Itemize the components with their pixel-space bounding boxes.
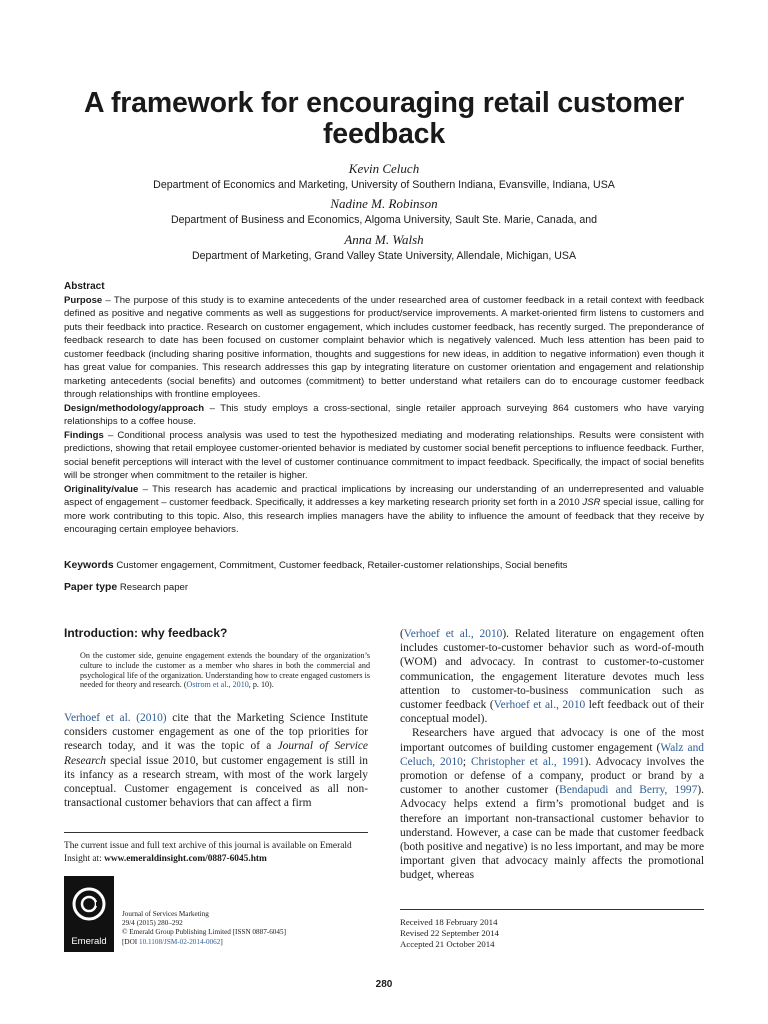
paragraph-text: left feedback out of their conceptual model). bbox=[400, 699, 705, 726]
doi-close: ] bbox=[220, 937, 223, 946]
citation-link[interactable]: Ostrom et al., 2010 bbox=[186, 680, 249, 690]
design-text: – This study employs a cross-sectional, single retailer approach surveying 864 customers who have varying relationships to a coffee house. bbox=[64, 402, 704, 427]
findings-label: Findings bbox=[64, 429, 104, 441]
paragraph-text: Researchers have argued that advocacy is one of the most important outcomes of building customer engagement ( bbox=[400, 727, 704, 754]
keywords-text: Customer engagement, Commitment, Customer feedback, Retailer-customer relationships, Social benefits bbox=[116, 560, 568, 571]
abstract bbox=[64, 280, 704, 537]
originality-text-end: special issue, calling for more work contributing to this topic. Also, this research implies managers have the ability to influence the amount of feedback that they receive by encouraging certain employee behaviors. bbox=[64, 497, 704, 535]
accepted-date: Accepted 21 October 2014 bbox=[400, 938, 495, 949]
availability-footnote bbox=[64, 840, 368, 865]
citation-link[interactable]: Walz and Celuch, 2010 bbox=[400, 741, 704, 768]
abstract-originality bbox=[64, 483, 704, 537]
paragraph-text: ). Advocacy helps extend a firm’s promotional budget and is therefore an important non-transactional customer behavior to understand. However, a case can be made that customer feedback (both positive and negative) is no less important, and may be more important given that advocacy mainly affects the promotional budget, whereas bbox=[400, 784, 704, 882]
journal-info bbox=[122, 910, 372, 947]
paper-title: A framework for encouraging retail customer feedback bbox=[83, 87, 685, 150]
received-date: Received 18 February 2014 bbox=[400, 917, 498, 927]
revised-date: Revised 22 September 2014 bbox=[400, 927, 499, 938]
page-number: 280 bbox=[375, 979, 393, 990]
paragraph-text: ). Related literature on engagement often includes customer-to-customer behavior such as word-of-mouth (WOM) and advocacy. In contrast to customer-to-customer communication, the engagement literature devotes much less attention to customer-to-business communication such as customer feedback ( bbox=[400, 628, 704, 712]
author-name-2: Nadine M. Robinson bbox=[330, 196, 438, 211]
keywords-label: Keywords bbox=[64, 560, 114, 571]
paper-type-text: Research paper bbox=[119, 582, 189, 593]
citation-link[interactable]: Bendapudi and Berry, 1997 bbox=[559, 784, 698, 797]
citation-link[interactable]: Verhoef et al., 2010 bbox=[403, 628, 503, 640]
journal-name: Journal of Service Research bbox=[64, 740, 368, 767]
journal-volume: 29/4 (2015) 280–292 bbox=[122, 919, 183, 928]
paper-type bbox=[64, 582, 704, 593]
paragraph-text: cite that the Marketing Science Institute considers customer engagement as one of the top priorities for research today, and it was the topic of a bbox=[64, 712, 368, 753]
right-paragraph-2 bbox=[400, 726, 704, 882]
section-heading-introduction: Introduction: why feedback? bbox=[64, 626, 228, 640]
citation-link[interactable]: Verhoef et al., 2010 bbox=[493, 699, 586, 712]
logo-wordmark: Emerald bbox=[71, 936, 107, 947]
paragraph-text: special issue 2010, but customer engagement is still in its infancy as a research stream, with most of the work largely conceptual. Customer engagement is conceived as all non-transactional customer behaviors that can affect a firm bbox=[64, 754, 368, 810]
footnote-divider bbox=[64, 832, 368, 833]
dates-divider bbox=[400, 909, 704, 910]
separator: ; bbox=[462, 755, 471, 768]
author-affiliation-1: Department of Economics and Marketing, University of Southern Indiana, Evansville, Indiana, USA bbox=[153, 179, 615, 191]
abstract-purpose bbox=[64, 294, 704, 402]
right-column bbox=[400, 627, 704, 883]
purpose-label: Purpose bbox=[64, 294, 103, 306]
author-name-1: Kevin Celuch bbox=[348, 161, 420, 176]
paragraph-text: ). Advocacy involves the promotion or defense of a company, product or brand by a customer to another customer ( bbox=[400, 755, 705, 797]
journal-title: Journal of Services Marketing bbox=[122, 910, 209, 918]
author-affiliation-2: Department of Business and Economics, Algoma University, Sault Ste. Marie, Canada, and bbox=[170, 214, 598, 226]
journal-doi bbox=[122, 938, 372, 947]
doi-link[interactable]: 10.1108/JSM-02-2014-0062 bbox=[138, 937, 221, 946]
footnote-text: The current issue and full text archive of this journal is available on Emerald Insight at: bbox=[64, 841, 352, 864]
article-dates bbox=[400, 917, 704, 949]
design-label: Design/methodology/approach bbox=[64, 402, 205, 414]
keywords bbox=[64, 560, 704, 571]
citation-link[interactable]: Verhoef et al. (2010) bbox=[64, 712, 167, 724]
intro-paragraph-left bbox=[64, 711, 368, 810]
paren-open: ( bbox=[400, 628, 404, 640]
originality-text: – This research has academic and practical implications by increasing our understanding of an underrepresented and valuable aspect of engagement – customer feedback. Specifically, it addresses a key marketing research priority set forth in a 2010 bbox=[64, 483, 704, 508]
paper-type-label: Paper type bbox=[64, 582, 118, 593]
jsr-abbrev: JSR bbox=[582, 497, 601, 508]
emerald-logo-icon bbox=[71, 884, 107, 928]
findings-text: – Conditional process analysis was used to test the hypothesized mediating and moderating relationships. Results were consistent with predictions, showing that retail employee customer-oriented behavior is mediated by customer social benefit perceptions to influence feedback. Further, social benefit perceptions will interact with the level of customer continuance commitment to impact feedback. Specifically, the impact of social benefits will be stronger when commitment to the retailer is higher. bbox=[64, 429, 704, 481]
originality-label: Originality/value bbox=[64, 483, 139, 495]
purpose-text: – The purpose of this study is to examine antecedents of the under researched area of customer feedback in a retail context with feedback defined as positive and negative comments as well as suggestions for product/service improvements. A market-oriented firm listens to customers and puts their feedback into practice. Research on customer engagement, which includes customer feedback, has recently surged. The preponderance of feedback research to date has been focused on customer complaint behavior which is negatively valenced. Much less attention has been paid to customer feedback (including sharing positive information, thoughts and suggestions for new ideas, in addition to negative information) even though it has great value for companies. This research addresses this gap by integrating literature on customer orientation and engagement and relationship marketing antecedents (social benefits) and outcomes (commitment) to better understand what retailers can do to encourage customer feedback through relationships with frontline employees. bbox=[64, 294, 704, 400]
epigraph-tail: , p. 10). bbox=[248, 680, 274, 690]
author-affiliation-3: Department of Marketing, Grand Valley State University, Allendale, Michigan, USA bbox=[191, 250, 577, 262]
doi-label: [DOI bbox=[122, 937, 139, 946]
author-name-3: Anna M. Walsh bbox=[344, 232, 424, 247]
epigraph-text: On the customer side, genuine engagement extends the boundary of the organization’s culture to include the customer as a member who shares in both the commercial and psychological life of the organization. Understanding how to create engaged customers is needed for theory and research. ( bbox=[80, 651, 370, 690]
citation-link[interactable]: Christopher et al., 1991 bbox=[470, 755, 585, 768]
abstract-heading: Abstract bbox=[64, 281, 105, 292]
abstract-design bbox=[64, 402, 704, 429]
abstract-findings bbox=[64, 429, 704, 483]
journal-copyright: © Emerald Group Publishing Limited [ISSN 0887-6045] bbox=[122, 928, 286, 937]
right-paragraph-1 bbox=[400, 627, 704, 726]
epigraph-quote bbox=[80, 651, 370, 690]
emerald-logo bbox=[64, 876, 114, 952]
journal-url-link[interactable]: www.emeraldinsight.com/0887-6045.htm bbox=[104, 853, 267, 864]
